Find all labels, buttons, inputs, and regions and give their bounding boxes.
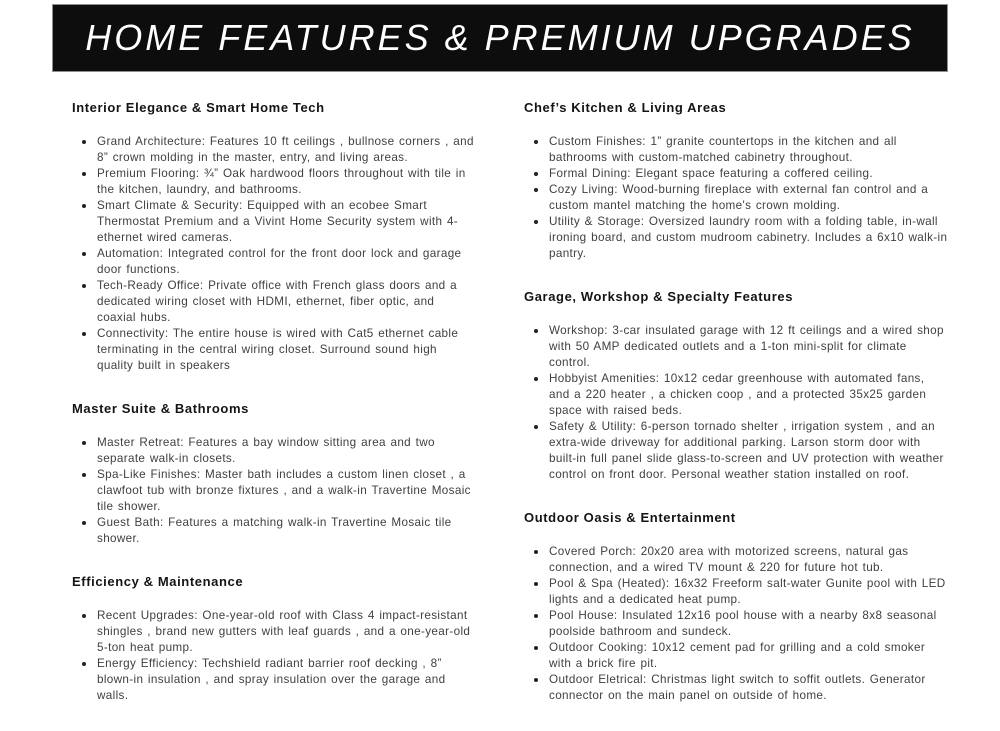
feature-text: Outdoor Eletrical: Christmas light switch to soffit outlets. Generator connector on the main panel on outside of home. [549, 673, 926, 702]
feature-text: Recent Upgrades: One-year-old roof with Class 4 impact-resistant shingles , brand new gutters with leaf guards , and a one-year-old 5-ton heat pump. [97, 609, 471, 654]
bullet-icon [82, 521, 86, 525]
feature-item [72, 467, 476, 515]
feature-list [524, 323, 948, 483]
feature-text: Pool House: Insulated 12x16 pool house with a nearby 8x8 seasonal poolside bathroom and sundeck. [549, 609, 937, 638]
feature-text: Spa-Like Finishes: Master bath includes a custom linen closet , a clawfoot tub with bronze fixtures , and a walk-in Travertine Mosaic tile shower. [97, 468, 471, 513]
feature-item [524, 371, 948, 419]
feature-item [524, 576, 948, 608]
feature-section [524, 289, 948, 483]
bullet-icon [534, 140, 538, 144]
bullet-icon [82, 284, 86, 288]
feature-text: Premium Flooring: ¾” Oak hardwood floors throughout with tile in the kitchen, laundry, and bathrooms. [97, 167, 466, 196]
section-heading: Outdoor Oasis & Entertainment [524, 510, 736, 525]
bullet-icon [534, 678, 538, 682]
feature-text: Pool & Spa (Heated): 16x32 Freeform salt-water Gunite pool with LED lights and a dedicated heat pump. [549, 577, 946, 606]
feature-text: Custom Finishes: 1” granite countertops in the kitchen and all bathrooms with custom-matched cabinetry throughout. [549, 135, 897, 164]
bullet-icon [82, 204, 86, 208]
feature-text: Guest Bath: Features a matching walk-in Travertine Mosaic tile shower. [97, 516, 452, 545]
bullet-icon [82, 332, 86, 336]
bullet-icon [82, 614, 86, 618]
bullet-icon [534, 550, 538, 554]
bullet-icon [82, 140, 86, 144]
feature-text: Grand Architecture: Features 10 ft ceilings , bullnose corners , and 8” crown molding in the master, entry, and living areas. [97, 135, 474, 164]
feature-text: Energy Efficiency: Techshield radiant barrier roof decking , 8” blown-in insulation , and spray insulation over the garage and walls. [97, 657, 446, 702]
feature-item [524, 419, 948, 483]
left-column [72, 100, 476, 731]
section-heading: Master Suite & Bathrooms [72, 401, 249, 416]
bullet-icon [534, 377, 538, 381]
feature-item [72, 278, 476, 326]
feature-text: Master Retreat: Features a bay window sitting area and two separate walk-in closets. [97, 436, 435, 465]
feature-item [72, 246, 476, 278]
feature-section [72, 100, 476, 374]
feature-text: Cozy Living: Wood-burning fireplace with external fan control and a custom mantel matching the home's crown molding. [549, 183, 929, 212]
bullet-icon [534, 329, 538, 333]
feature-text: Connectivity: The entire house is wired with Cat5 ethernet cable terminating in the central wiring closet. Surround sound high quality built in speakers [97, 327, 459, 372]
feature-text: Utility & Storage: Oversized laundry room with a folding table, in-wall ironing board, and custom mudroom cabinetry. Includes a 6x10 walk-in pantry. [549, 215, 948, 260]
feature-item [72, 198, 476, 246]
feature-text: Formal Dining: Elegant space featuring a coffered ceiling. [549, 167, 873, 180]
feature-item [524, 182, 948, 214]
feature-item [524, 640, 948, 672]
bullet-icon [534, 614, 538, 618]
feature-item [524, 544, 948, 576]
feature-item [72, 656, 476, 704]
bullet-icon [534, 646, 538, 650]
feature-list [72, 608, 476, 704]
feature-section [524, 100, 948, 262]
feature-item [72, 166, 476, 198]
bullet-icon [82, 441, 86, 445]
content-area [0, 100, 1000, 731]
feature-item [72, 608, 476, 656]
section-heading: Chef’s Kitchen & Living Areas [524, 100, 727, 115]
feature-text: Outdoor Cooking: 10x12 cement pad for grilling and a cold smoker with a brick fire pit. [549, 641, 926, 670]
bullet-icon [534, 188, 538, 192]
bullet-icon [534, 172, 538, 176]
feature-item [524, 214, 948, 262]
right-column [524, 100, 948, 731]
section-heading: Efficiency & Maintenance [72, 574, 244, 589]
feature-list [72, 134, 476, 374]
bullet-icon [82, 252, 86, 256]
feature-text: Hobbyist Amenities: 10x12 cedar greenhouse with automated fans, and a 220 heater , a chicken coop , and a protected 35x25 garden space with raised beds. [549, 372, 927, 417]
feature-section [72, 574, 476, 704]
feature-list [524, 544, 948, 704]
feature-text: Smart Climate & Security: Equipped with an ecobee Smart Thermostat Premium and a Vivint Home Security system with 4-ethernet wired cameras. [97, 199, 459, 244]
feature-item [72, 134, 476, 166]
page-title: HOME FEATURES & PREMIUM UPGRADES [85, 17, 915, 58]
feature-item [72, 515, 476, 547]
feature-text: Automation: Integrated control for the front door lock and garage door functions. [97, 247, 462, 276]
bullet-icon [82, 473, 86, 477]
feature-item [524, 672, 948, 704]
feature-item [72, 435, 476, 467]
bullet-icon [534, 220, 538, 224]
feature-item [524, 166, 948, 182]
bullet-icon [534, 425, 538, 429]
feature-text: Covered Porch: 20x20 area with motorized screens, natural gas connection, and a wired TV mount & 220 for future hot tub. [549, 545, 909, 574]
feature-text: Tech-Ready Office: Private office with French glass doors and a dedicated wiring closet with HDMI, ethernet, fiber optic, and coaxial hubs. [97, 279, 457, 324]
bullet-icon [534, 582, 538, 586]
feature-item [72, 326, 476, 374]
feature-item [524, 134, 948, 166]
title-banner [52, 4, 948, 72]
feature-section [524, 510, 948, 704]
section-heading: Interior Elegance & Smart Home Tech [72, 100, 325, 115]
feature-list [524, 134, 948, 262]
bullet-icon [82, 662, 86, 666]
feature-list [72, 435, 476, 547]
section-heading: Garage, Workshop & Specialty Features [524, 289, 794, 304]
feature-section [72, 401, 476, 547]
feature-text: Workshop: 3-car insulated garage with 12 ft ceilings and a wired shop with 50 AMP dedicated outlets and a 1-ton mini-split for climate control. [549, 324, 944, 369]
bullet-icon [82, 172, 86, 176]
feature-item [524, 608, 948, 640]
feature-text: Safety & Utility: 6-person tornado shelter , irrigation system , and an extra-wide driveway for additional parking. Larson storm door with built-in full panel slide glass-to-screen and UV protection with weather control on front door. Personal weather station installed on roof. [549, 420, 944, 481]
feature-item [524, 323, 948, 371]
